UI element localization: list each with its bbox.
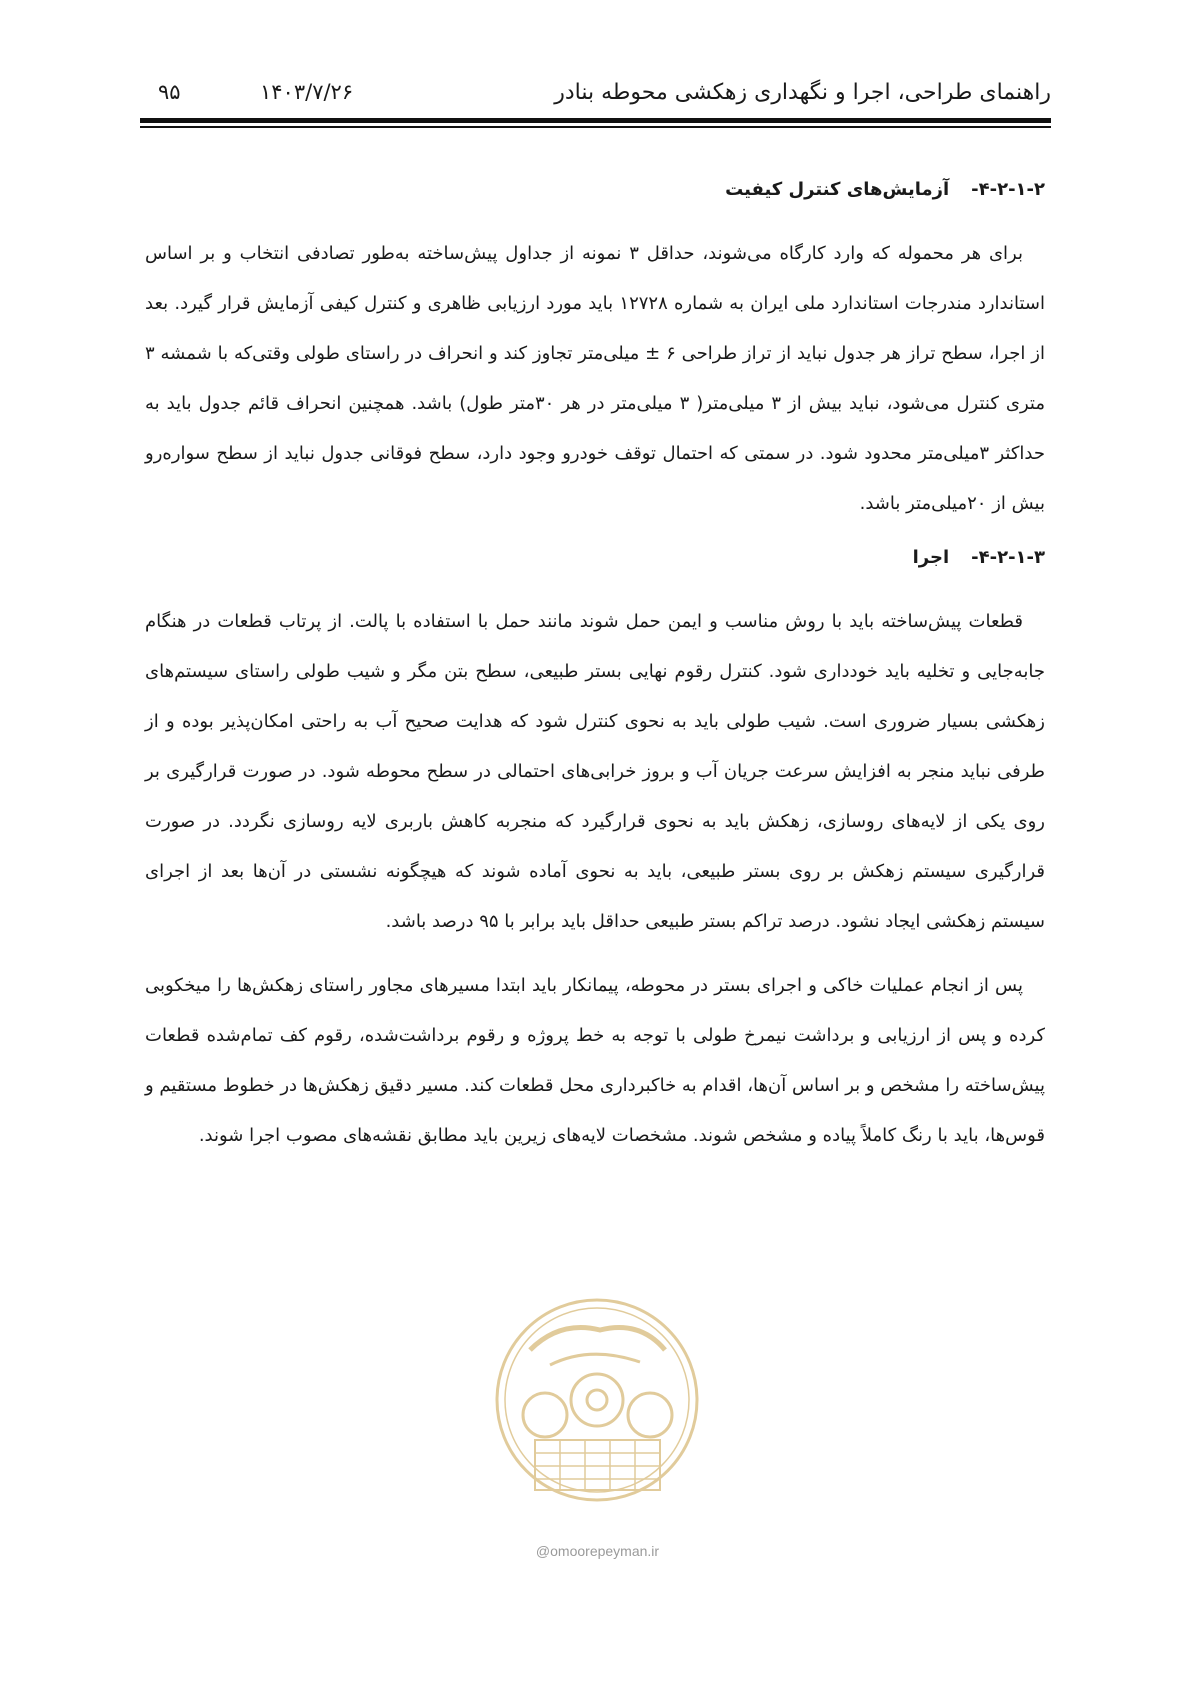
section-number: ۴-۲-۱-۲-: [971, 179, 1045, 200]
section-number: ۴-۲-۱-۳-: [971, 547, 1045, 568]
document-title: راهنمای طراحی، اجرا و نگهداری زهکشی محوطه بنادر: [554, 80, 1051, 105]
section-heading-quality-tests: [145, 175, 1045, 205]
paragraph: قطعات پیش‌ساخته باید با روش مناسب و ایمن حمل شوند مانند حمل با استفاده با پالت. از پرتاب قطعات در هنگام جابه‌جایی و تخلیه باید خودداری شود. کنترل رقوم نهایی بستر طبیعی، سطح بتن مگر و شیب طولی راستای سیستم‌های زهکشی بسیار ضروری است. شیب طولی باید به نحوی کنترل شود که هدایت صحیح آب به راحتی امکان‌پذیر بوده و از طرفی نباید منجر به افزایش سرعت جریان آب و بروز خرابی‌های احتمالی در سطح محوطه شود. در صورت قرارگیری بر روی یکی از لایه‌های روسازی، زهکش باید به نحوی قرارگیرد که منجربه کاهش باربری لایه روسازی نگردد. در صورت قرارگیری سیستم زهکش بر روی بستر طبیعی، باید به نحوی آماده شوند که هیچگونه نشستی در آن‌ها بعد از اجرای سیستم زهکشی ایجاد نشود. درصد تراکم بستر طبیعی حداقل باید برابر با ۹۵ درصد باشد.: [145, 611, 1045, 932]
section-heading-execution: [145, 543, 1045, 573]
watermark-url-text: omoorepeyman.ir: [550, 1543, 660, 1559]
section-title: اجرا: [912, 547, 950, 568]
page-header: [140, 76, 1051, 116]
watermark-url: [490, 1543, 705, 1559]
paragraph: پس از انجام عملیات خاکی و اجرای بستر در محوطه، پیمانکار باید ابتدا مسیرهای مجاور راستای زهکش‌ها را میخکوبی کرده و پس از ارزیابی و برداشت نیمرخ طولی با توجه به خط پروژه و رقوم برداشت‌شده، رقوم کف تمام‌شده قطعات پیش‌ساخته را مشخص و بر اساس آن‌ها، اقدام به خاکبرداری محل قطعات کند. مسیر دقیق زهکش‌ها در خطوط مستقیم و قوس‌ها، باید با رنگ کاملاً پیاده و مشخص شوند. مشخصات لایه‌های زیرین باید مطابق نقشه‌های مصوب اجرا شوند.: [145, 975, 1045, 1146]
paragraph: برای هر محموله که وارد کارگاه می‌شوند، حداقل ۳ نمونه از جداول پیش‌ساخته به‌طور تصادفی انتخاب و بر اساس استاندارد مندرجات استاندارد ملی ایران به شماره ۱۲۷۲۸ باید مورد ارزیابی ظاهری و کنترل کیفی آزمایش قرار گیرد. بعد از اجرا، سطح تراز هر جدول نباید از تراز طراحی ۶ ± میلی‌متر تجاوز کند و انحراف در راستای طولی وقتی‌که با شمشه ۳ متری کنترل می‌شود، نباید بیش از ۳ میلی‌متر( ۳ میلی‌متر در هر ۳۰متر طول) باشد. همچنین انحراف قائم جدول باید به حداکثر ۳میلی‌متر محدود شود. در سمتی که احتمال توقف خودرو وجود دارد، سطح فوقانی جدول نباید از سطح سواره‌رو بیش از ۲۰میلی‌متر باشد.: [145, 243, 1046, 514]
at-icon: @: [535, 1543, 551, 1559]
watermark-seal-icon: [490, 1290, 705, 1535]
section-title: آزمایش‌های کنترل کیفیت: [725, 179, 950, 200]
page-number: ۹۵: [158, 80, 181, 104]
document-date: ۱۴۰۳/۷/۲۶: [260, 80, 354, 104]
header-rule-thick: [140, 118, 1051, 123]
header-rule-thin: [140, 126, 1051, 128]
page-content: [145, 175, 1045, 1175]
